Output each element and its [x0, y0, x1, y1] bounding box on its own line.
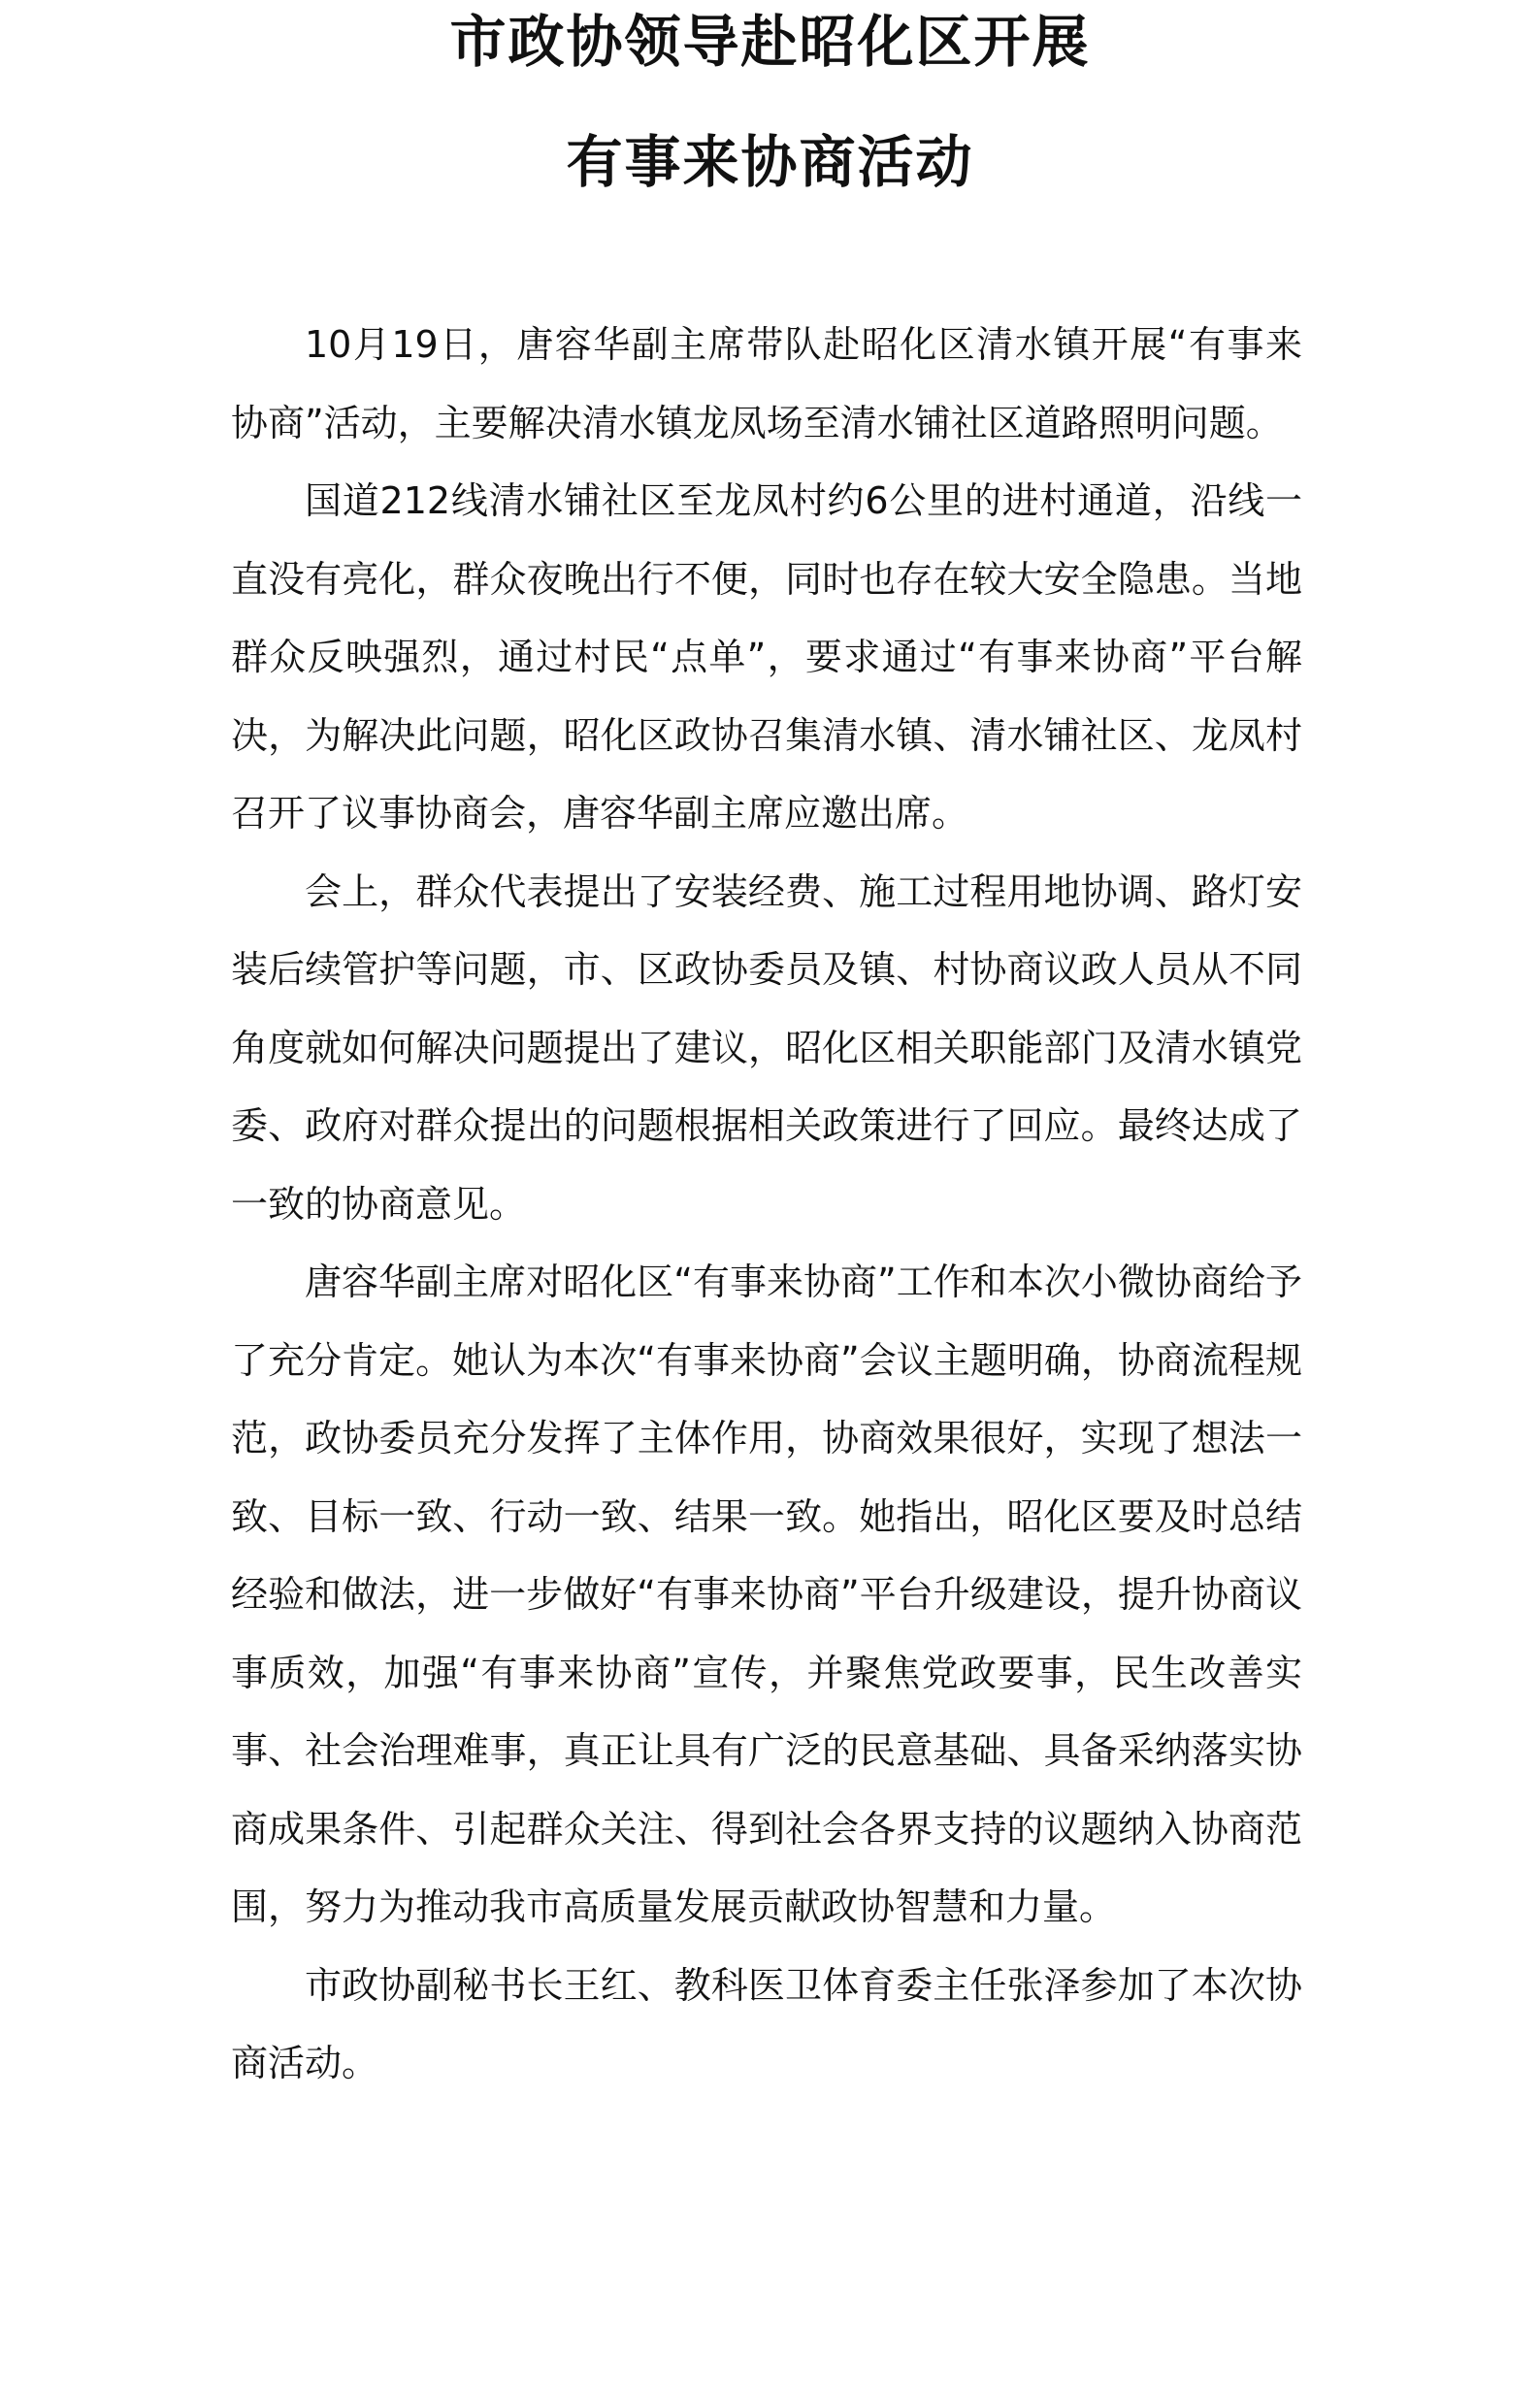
paragraph-3: 会上，群众代表提出了安装经费、施工过程用地协调、路灯安装后续管护等问题，市、区政协委员及镇、村协商议政人员从不同角度就如何解决问题提出了建议，昭化区相关职能部门及清水镇党委、政府对群众提出的问题根据相关政策进行了回应。最终达成了一致的协商意见。	[231, 869, 1302, 1226]
title-line-2: 有事来协商活动	[566, 129, 974, 195]
article-body	[231, 306, 1302, 2103]
title-line-1: 市政协领导赴昭化区开展	[449, 9, 1091, 75]
paragraph-1: 10月19日，唐容华副主席带队赴昭化区清水镇开展“有事来协商”活动，主要解决清水镇龙凤场至清水铺社区道路照明问题。	[231, 323, 1302, 444]
paragraph-2: 国道212线清水铺社区至龙凤村约6公里的进村通道，沿线一直没有亮化，群众夜晚出行不便，同时也存在较大安全隐患。当地群众反映强烈，通过村民“点单”，要求通过“有事来协商”平台解决，为解决此问题，昭化区政协召集清水镇、清水铺社区、龙凤村召开了议事协商会，唐容华副主席应邀出席。	[231, 479, 1302, 835]
paragraph-5: 市政协副秘书长王红、教科医卫体育委主任张泽参加了本次协商活动。	[231, 1963, 1302, 2084]
paragraph-4: 唐容华副主席对昭化区“有事来协商”工作和本次小微协商给予了充分肯定。她认为本次“有事来协商”会议主题明确，协商流程规范，政协委员充分发挥了主体作用，协商效果很好，实现了想法一致、目标一致、行动一致、结果一致。她指出，昭化区要及时总结经验和做法，进一步做好“有事来协商”平台升级建设，提升协商议事质效，加强“有事来协商”宣传，并聚焦党政要事，民生改善实事、社会治理难事，真正让具有广泛的民意基础、具备采纳落实协商成果条件、引起群众关注、得到社会各界支持的议题纳入协商范围，努力为推动我市高质量发展贡献政协智慧和力量。	[231, 1261, 1302, 1928]
